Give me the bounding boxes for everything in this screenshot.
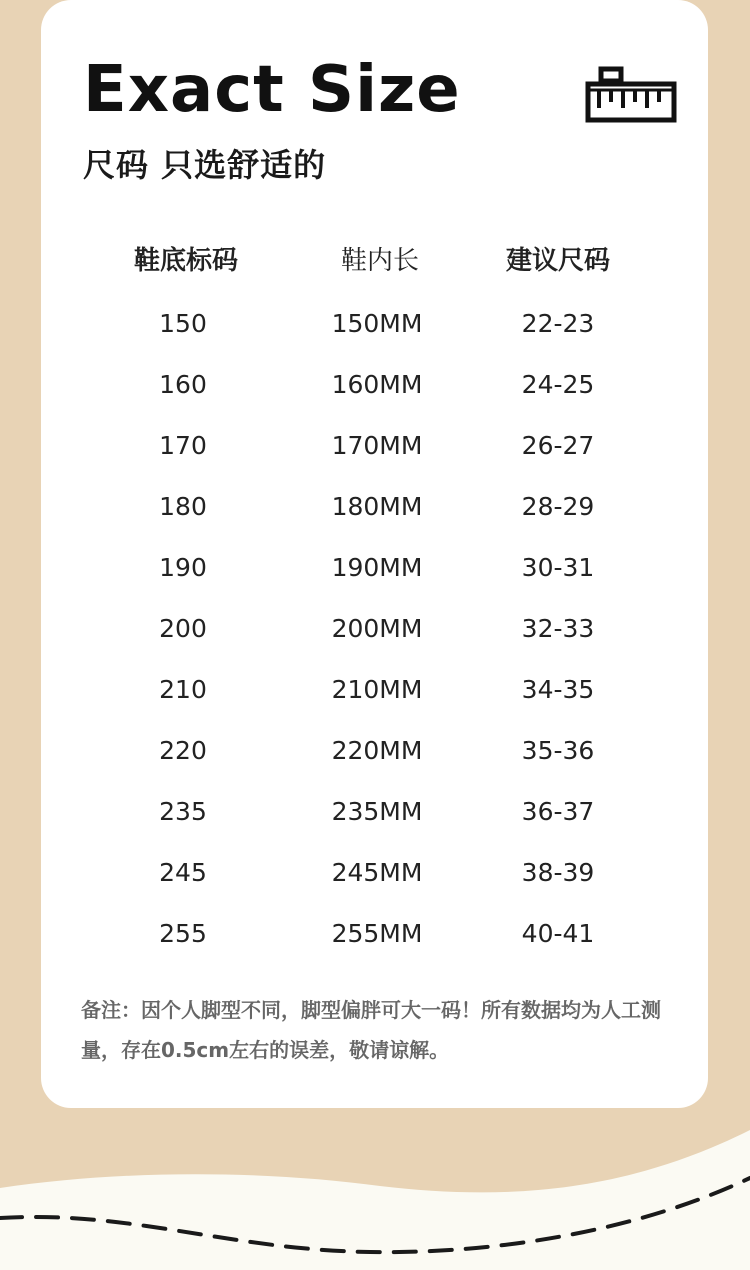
cell-recommended-size: 28-29 — [521, 492, 595, 521]
header-sole-size: 鞋底标码 — [133, 246, 238, 276]
cell-sole-size: 200 — [159, 614, 207, 643]
table-row — [41, 732, 708, 793]
cell-inner-length: 255MM — [331, 919, 423, 948]
ruler-icon — [585, 66, 677, 124]
cell-recommended-size: 30-31 — [521, 553, 595, 582]
cell-sole-size: 160 — [159, 370, 207, 399]
size-table-body — [41, 305, 708, 976]
cell-inner-length: 180MM — [331, 492, 423, 521]
cell-sole-size: 245 — [159, 858, 207, 887]
table-row — [41, 671, 708, 732]
size-card — [41, 0, 708, 1108]
table-row — [41, 610, 708, 671]
page-subtitle: 尺码 只选舒适的 — [83, 146, 327, 184]
cell-inner-length: 200MM — [331, 614, 423, 643]
table-row — [41, 854, 708, 915]
cell-inner-length: 235MM — [331, 797, 423, 826]
header-recommended-size: 建议尺码 — [505, 246, 610, 276]
cell-inner-length: 170MM — [331, 431, 423, 460]
cell-inner-length: 160MM — [331, 370, 423, 399]
note-text: 备注：因个人脚型不同，脚型偏胖可大一码！所有数据均为人工测量，存在0.5cm左右的误差，敬请谅解。 — [81, 998, 661, 1062]
cell-recommended-size: 24-25 — [521, 370, 595, 399]
cell-recommended-size: 22-23 — [521, 309, 595, 338]
table-row — [41, 793, 708, 854]
cell-sole-size: 220 — [159, 736, 207, 765]
cell-sole-size: 255 — [159, 919, 207, 948]
cell-recommended-size: 26-27 — [521, 431, 595, 460]
cell-sole-size: 180 — [159, 492, 207, 521]
table-row — [41, 549, 708, 610]
table-row — [41, 427, 708, 488]
cell-sole-size: 170 — [159, 431, 207, 460]
page-title: Exact Size — [83, 53, 461, 127]
cell-inner-length: 150MM — [331, 309, 423, 338]
cell-sole-size: 210 — [159, 675, 207, 704]
cell-recommended-size: 32-33 — [521, 614, 595, 643]
header-inner-length: 鞋内长 — [340, 246, 419, 276]
cell-recommended-size: 38-39 — [521, 858, 595, 887]
cell-sole-size: 190 — [159, 553, 207, 582]
cell-sole-size: 150 — [159, 309, 207, 338]
table-row — [41, 915, 708, 976]
cell-inner-length: 210MM — [331, 675, 423, 704]
cell-recommended-size: 35-36 — [521, 736, 595, 765]
cell-sole-size: 235 — [159, 797, 207, 826]
cell-recommended-size: 36-37 — [521, 797, 595, 826]
table-header — [41, 240, 708, 284]
table-row — [41, 305, 708, 366]
table-row — [41, 366, 708, 427]
cell-recommended-size: 40-41 — [521, 919, 595, 948]
cell-inner-length: 190MM — [331, 553, 423, 582]
cell-inner-length: 220MM — [331, 736, 423, 765]
cell-inner-length: 245MM — [331, 858, 423, 887]
cell-recommended-size: 34-35 — [521, 675, 595, 704]
table-row — [41, 488, 708, 549]
